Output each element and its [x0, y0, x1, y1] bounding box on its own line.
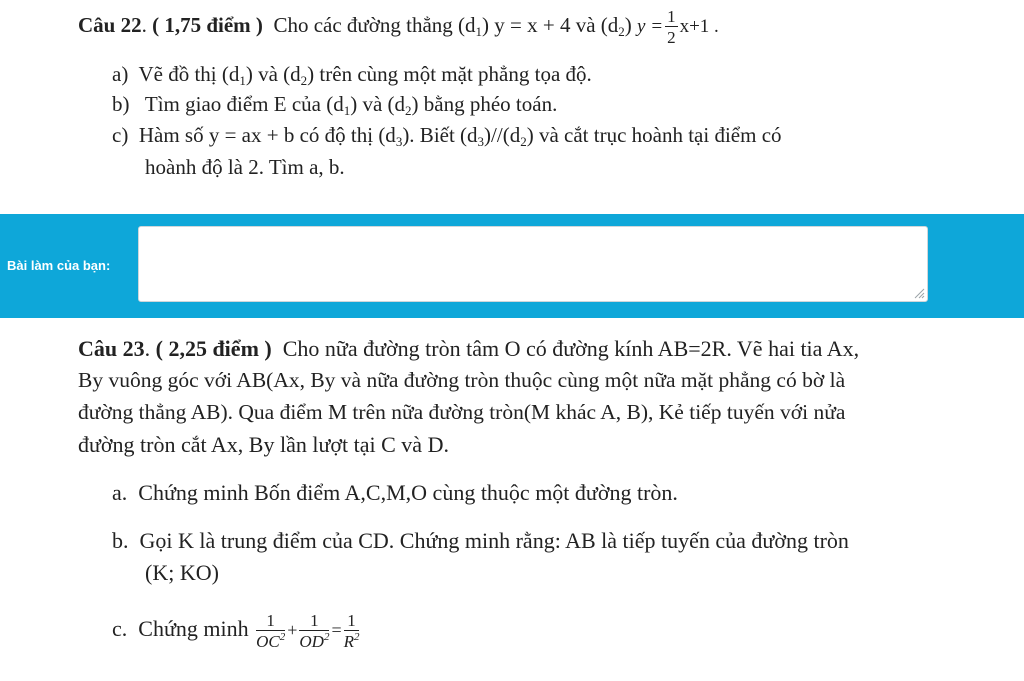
question-22-label: Câu 22: [78, 12, 142, 37]
question-22-item-c: c) Hàm số y = ax + b có độ thị $(d_3)$. Biết $(d_3)//(d_2)$ và cắt trục hoành tại điểm có: [112, 123, 782, 149]
question-22-points: ( 1,75 điểm ): [152, 12, 263, 37]
answer-label: Bài làm của bạn:: [7, 258, 111, 273]
answer-section: [0, 214, 1024, 318]
question-23-line-2: By vuông góc với AB(Ax, By và nữa đường tròn thuộc cùng một nữa mặt phẳng có bờ là: [78, 368, 846, 392]
fraction-1-over-r2: $\frac{1}{R^2}$: [343, 611, 360, 651]
fraction-1-over-od2: $\frac{1}{OD^2}$: [299, 611, 330, 651]
question-22-item-a: a) Vẽ đồ thị $(d_1)$ và $(d_2)$ trên cùng một mặt phẳng tọa độ.: [112, 62, 592, 88]
question-22-item-c-continued: hoành độ là 2. Tìm a, b.: [145, 155, 345, 179]
question-22-item-b: b) Tìm giao điểm E của $(d_1)$ và $(d_2)$ bằng phéo toán.: [112, 92, 558, 118]
question-23-points: ( 2,25 điểm ): [155, 336, 272, 361]
resize-handle-icon[interactable]: [913, 287, 925, 299]
question-22: [0, 0, 1024, 214]
fraction-1-over-oc2: $\frac{1}{OC^2}$: [256, 611, 286, 651]
question-23-item-b: b. Gọi K là trung điểm của CD. Chứng minh rằng: AB là tiếp tuyến của đường tròn: [112, 528, 849, 553]
question-22-title: Câu 22. ( 1,75 điểm ) Cho các đường thẳng $(d_1) y = x + 4$ và $(d_2) y$ = $\frac{1}{2}$ x+1 .: [78, 7, 719, 47]
question-23-item-b-continued: (K; KO): [145, 560, 219, 585]
question-23-title: Câu 23. ( 2,25 điểm ) Cho nữa đường tròn tâm O có đường kính AB=2R. Vẽ hai tia Ax,: [78, 336, 860, 361]
question-23-line-4: đường tròn cắt Ax, By lần lượt tại C và D.: [78, 432, 449, 457]
question-23-item-a: a. Chứng minh Bốn điểm A,C,M,O cùng thuộc một đường tròn.: [112, 480, 678, 505]
answer-textarea[interactable]: [138, 226, 928, 302]
question-23-label: Câu 23: [78, 336, 145, 361]
fraction-one-half: $\frac{1}{2}$: [667, 7, 676, 47]
question-23-item-c: c. Chứng minh $\frac{1}{OC^2}$ + $\frac{1}{OD^2}$ = $\frac{1}{R^2}$: [112, 611, 360, 651]
question-23-line-3: đường thẳng AB). Qua điểm M trên nữa đường tròn(M khác A, B), Kẻ tiếp tuyến với nửa: [78, 400, 846, 424]
